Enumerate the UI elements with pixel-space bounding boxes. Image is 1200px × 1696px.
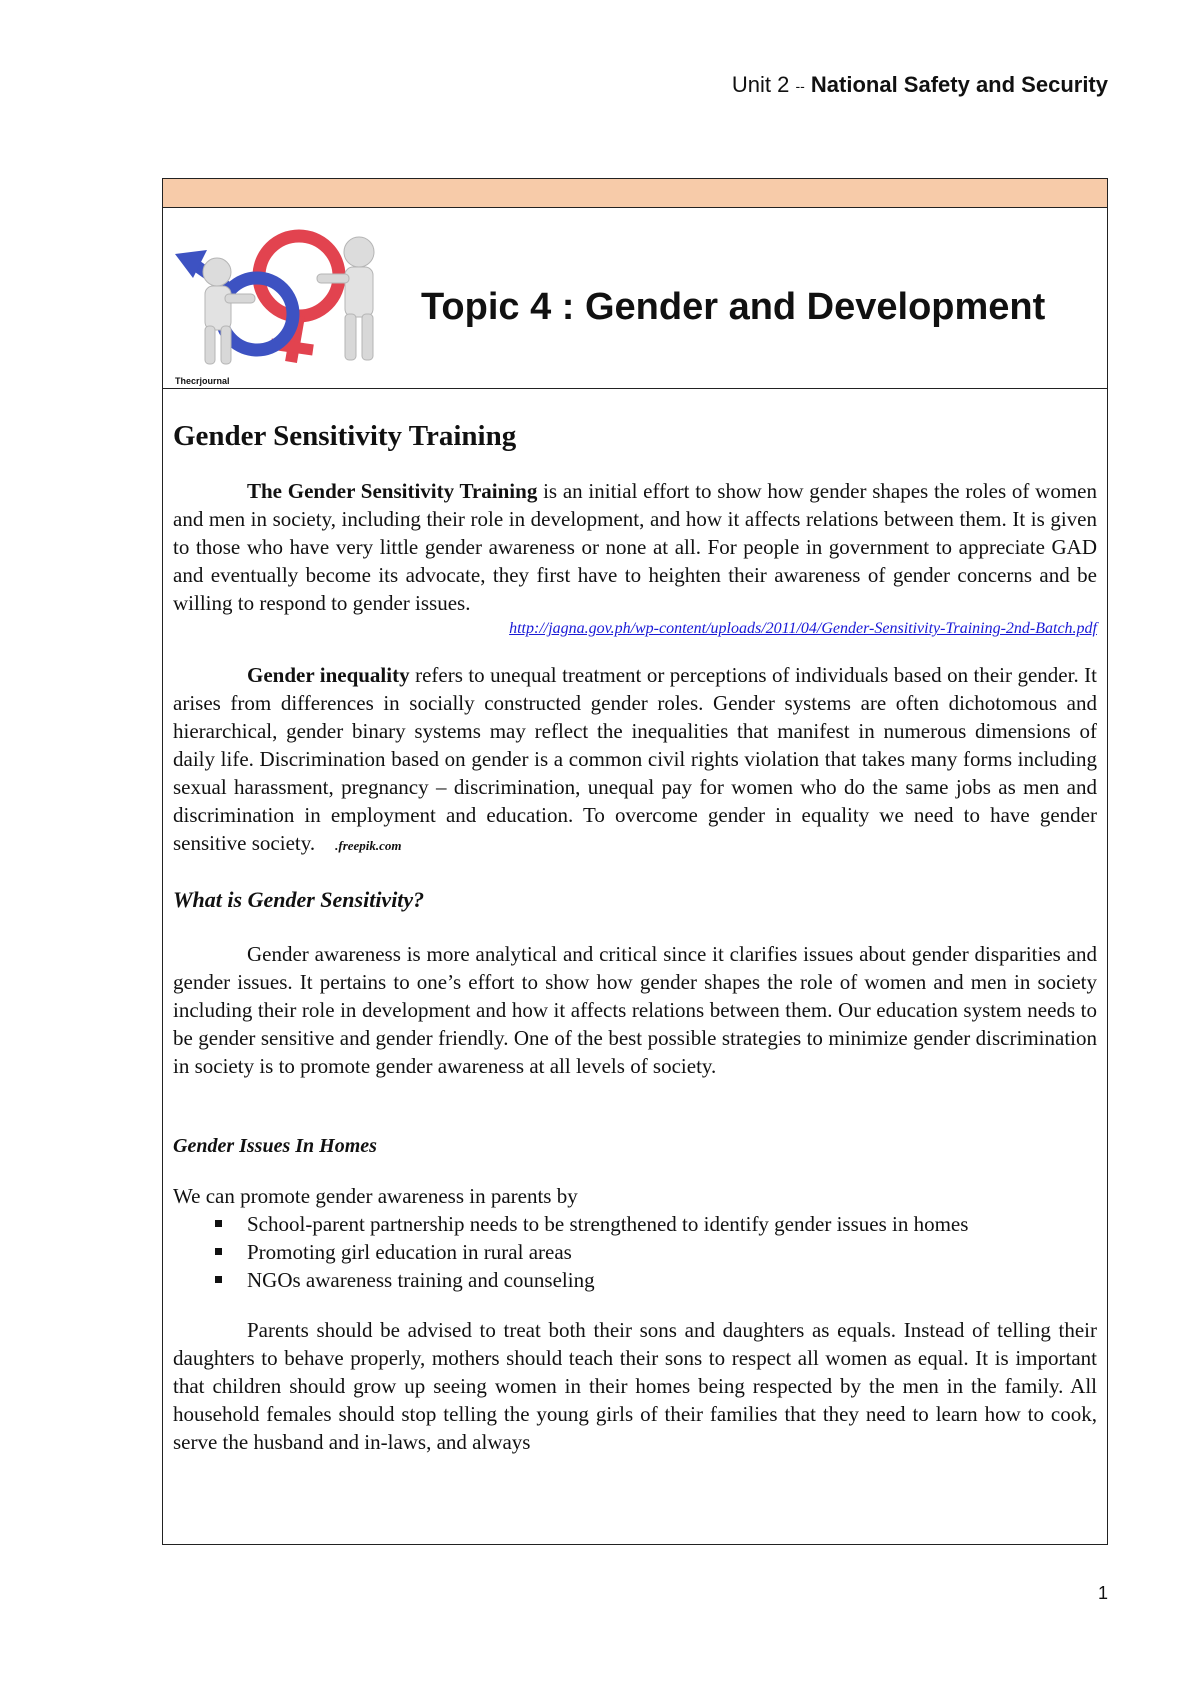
running-header: [732, 72, 1108, 98]
document-body: [163, 389, 1107, 1456]
header-band: [163, 179, 1107, 208]
section-heading-training: Gender Sensitivity Training: [173, 420, 517, 452]
section-heading-sensitivity: What is Gender Sensitivity?: [173, 887, 425, 912]
paragraph-inequality: [173, 661, 1097, 860]
topic-title: Topic 4 : Gender and Development: [421, 286, 1046, 328]
unit-label: Unit 2: [731, 72, 790, 97]
topic-title-row: [163, 208, 1107, 389]
paragraph-training: [173, 477, 1097, 617]
paragraph-homes: Parents should be advised to treat both their sons and daughters as equals. Instead of telling their daughters to behave properly, mothers should teach their sons to respect all women as equal. It is important that children should grow up seeing women in their homes being respected by the men in the family. All household females should stop telling the young girls of their families that they need to learn how to cook, serve the husband and in-laws, and always: [173, 1318, 1097, 1454]
paragraph-inequality-body: refers to unequal treatment or perceptions of individuals based on their gender. It arises from differences in socially constructed gender roles. Gender systems are often dichotomous and hierarchical, gender binary systems may reflect the inequalities that manifest in numerous dimensions of daily life. Discrimination based on gender is a common civil rights violation that takes many forms including sexual harassment, pregnancy – discrimination, unequal pay for women who do the same jobs as men and discrimination in employment and education. To overcome gender in equality we need to have gender sensitive society.: [173, 663, 1097, 855]
section-heading-homes: Gender Issues In Homes: [173, 1135, 377, 1157]
homes-bullet-list: [173, 1210, 1097, 1294]
unit-title: National Safety and Security: [810, 72, 1108, 97]
paragraph-training-lead: The Gender Sensitivity Training: [247, 479, 538, 503]
gender-symbols-logo-icon: [167, 214, 397, 374]
homes-intro: We can promote gender awareness in parents by: [173, 1184, 578, 1208]
page-number: 1: [1098, 1583, 1109, 1603]
freepik-credit: .freepik.com: [335, 838, 402, 853]
content-frame: [162, 178, 1108, 1545]
source-link[interactable]: http://jagna.gov.ph/wp-content/uploads/2011/04/Gender-Sensitivity-Training-2nd-Batch.pdf: [509, 620, 1097, 637]
image-credit: Thecrjournal: [175, 376, 230, 386]
list-item: NGOs awareness training and counseling: [213, 1266, 1097, 1294]
paragraph-inequality-lead: Gender inequality: [247, 663, 410, 687]
paragraph-sensitivity: Gender awareness is more analytical and critical since it clarifies issues about gender disparities and gender issues. It pertains to one’s effort to show how gender shapes the role of women and men in society including their role in development and how it affects relations between them. Our education system needs to be gender sensitive and gender friendly. One of the best possible strategies to minimize gender discrimination in society is to promote gender awareness at all levels of society.: [173, 942, 1097, 1078]
header-separator: --: [795, 78, 805, 95]
paragraph-training-body: is an initial effort to show how gender shapes the roles of women and men in society, including their role in development, and how it affects relations between them. It is given to those who have very little gender awareness or none at all. For people in government to appreciate GAD and eventually become its advocate, they first have to heighten their awareness of gender concerns and be willing to respond to gender issues.: [173, 479, 1098, 615]
list-item: School-parent partnership needs to be strengthened to identify gender issues in homes: [213, 1210, 1097, 1238]
list-item: Promoting girl education in rural areas: [213, 1238, 1097, 1266]
